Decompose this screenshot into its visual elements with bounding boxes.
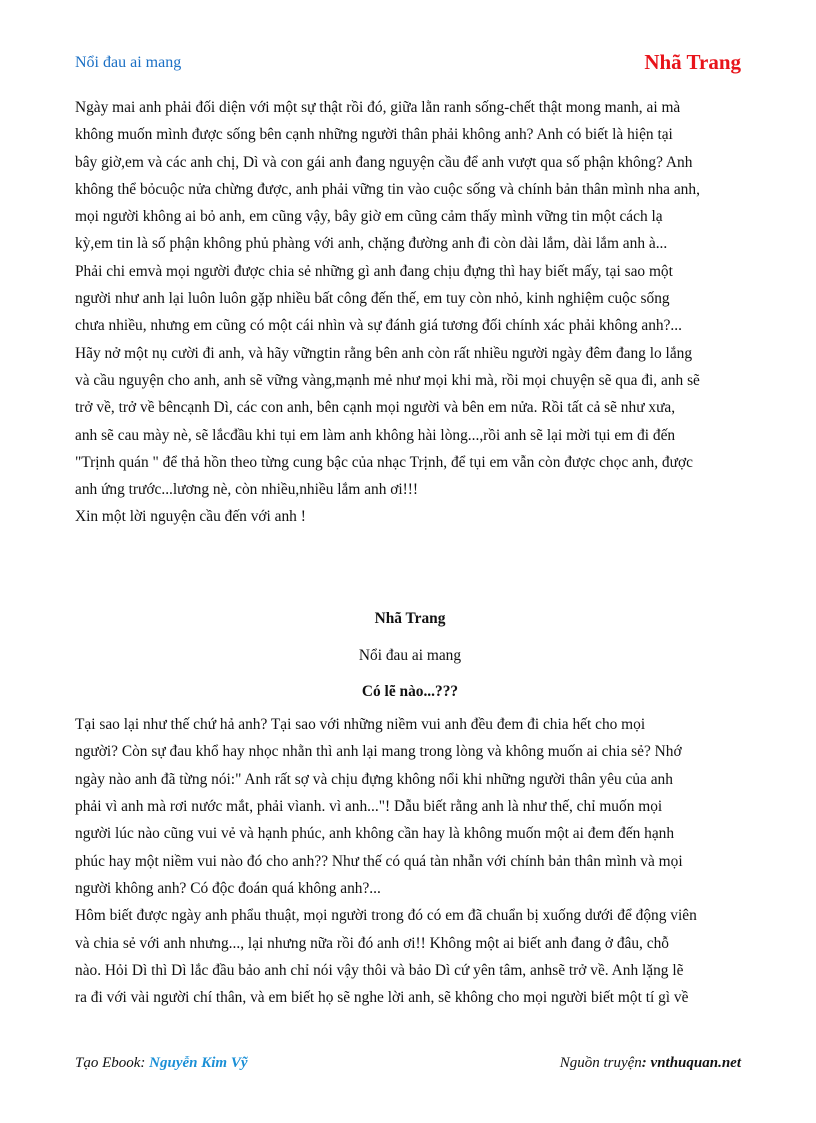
source-site: vnthuquan.net [650,1055,741,1071]
paragraph-1 [75,94,745,531]
text-line: ngày nào anh đã từng nói:" Anh rất sợ và chịu đựng không nổi khi những người thân yêu của anh [75,770,673,788]
text-line: người như anh lại luôn luôn gặp nhiều bất công đến thế, em tuy còn nhỏ, kinh nghiệm cuộc sống [75,290,670,308]
text-line: Ngày mai anh phải đối diện với một sự thật rồi đó, giữa lằn ranh sống-chết thật mong manh, ai mà [75,99,681,116]
section-book-title: Nổi đau ai mang [358,646,462,664]
text-line: và chia sẻ với anh nhưng..., lại nhưng nữa rồi đó anh ơi!! Không một ai biết anh đang ở đâu, chỗ [75,934,669,952]
section-spacer [75,531,745,601]
ebook-credit [75,1055,248,1072]
ebook-creator-name: Nguyễn Kim Vỹ [149,1055,248,1071]
document-body [75,94,745,1011]
text-line: kỳ,em tin là số phận không phủ phàng với anh, chặng đường anh đi còn dài lắm, dài lắm anh à... [75,235,668,253]
text-line: phúc hay một niềm vui nào đó cho anh?? Như thế có quá tàn nhẫn với chính bản thân mình và mọi [75,852,683,870]
text-line: bây giờ,em và các anh chị, Dì và con gái anh đang nguyện cầu để anh vượt qua số phận không? Anh [75,153,693,171]
page-header [75,50,741,78]
chapter-heading [75,601,745,711]
text-line: người lúc nào cũng vui vẻ và hạnh phúc, anh không cần hay là không muốn một ai đem đến hạnh [75,825,675,843]
text-line: không muốn mình được sống bên cạnh những người thân phải không anh? Anh có biết là hiện tại [75,126,673,144]
text-line: người không anh? Có độc đoán quá không anh?... [75,879,381,897]
source-sep: : [641,1055,651,1071]
text-line: anh sẽ cau mày nè, sẽ lắcđầu khi tụi em làm anh không hài lòng...,rồi anh sẽ lại mời tụi em đi đến [75,426,676,444]
text-line: người? Còn sự đau khổ hay nhọc nhằn thì anh lại mang trong lòng và không muốn ai chia sẻ? Nhớ [75,743,682,761]
text-line: Xin một lời nguyện cầu đến với anh ! [75,508,306,526]
paragraph-3 [75,902,745,1011]
page-footer [75,1055,741,1075]
text-line: không thể bỏcuộc nửa chừng được, anh phải vững tin vào cuộc sống và chính bản thân mình nha anh, [75,180,700,198]
text-line: Phải chi emvà mọi người được chia sẻ những gì anh đang chịu đựng thì hay biết mấy, tại sao một [75,262,673,280]
text-line: Hôm biết được ngày anh phẩu thuật, mọi người trong đó có em đã chuẩn bị xuống dưới để động viên [75,907,697,925]
ebook-credit-label: Tạo Ebook [75,1055,141,1071]
text-line: Hãy nở một nụ cười đi anh, và hãy vữngtin rằng bên anh còn rất nhiều người ngày đêm đang lo lắng [75,344,693,362]
text-line: và cầu nguyện cho anh, anh sẽ vững vàng,mạnh mẻ như mọi khi mà, rồi mọi chuyện sẽ qua đi, anh sẽ [75,371,700,389]
source-label: Nguồn truyện [559,1055,642,1071]
ebook-credit-sep: : [140,1055,150,1071]
text-line: trở về, trở về bêncạnh Dì, các con anh, bên cạnh mọi người và bên em nửa. Rồi tất cả sẽ như xưa, [75,399,676,417]
text-line: "Trịnh quán " để thả hồn theo từng cung bậc của nhạc Trịnh, để tụi em vẫn còn được chọc anh, được [75,453,693,471]
author-header: Nhã Trang [644,50,741,74]
book-title-header: Nổi đau ai mang [75,54,182,71]
paragraph-2 [75,711,745,902]
text-line: nào. Hỏi Dì thì Dì lắc đầu bảo anh chỉ nói vậy thôi và bảo Dì cứ yên tâm, anhsẽ trở về. Anh lặng lẽ [75,961,684,979]
text-line: mọi người không ai bỏ anh, em cũng vậy, bây giờ em cũng cảm thấy mình vững tin một cách lạ [75,208,663,226]
section-author: Nhã Trang [374,609,446,627]
text-line: Tại sao lại như thế chứ hả anh? Tại sao với những niềm vui anh đều đem đi chia hết cho mọi [75,716,646,734]
text-line: phải vì anh mà rơi nước mắt, phải vìanh. vì anh..."! Dẫu biết rằng anh là như thế, chỉ muốn mọi [75,798,663,816]
text-line: ra đi với vài người chí thân, và em biết họ sẽ nghe lời anh, sẽ không cho mọi người biết một tí gì về [75,989,689,1007]
chapter-title: Có lẽ nào...??? [361,683,459,701]
source-credit [560,1055,741,1072]
text-line: anh ứng trước...lương nè, còn nhiều,nhiều lắm anh ơi!!! [75,481,419,499]
text-line: chưa nhiều, nhưng em cũng có một cái nhìn và sự đánh giá tương đối chính xác phải không anh?... [75,317,682,335]
